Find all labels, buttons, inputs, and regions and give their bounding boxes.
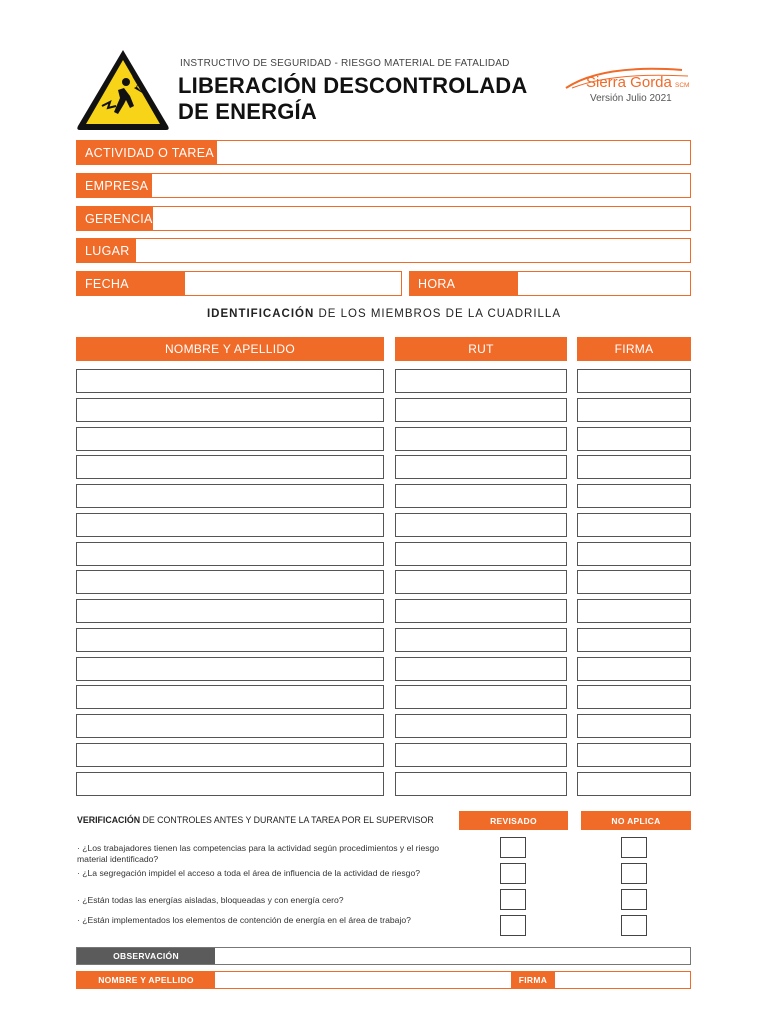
- document-title-line2: DE ENERGÍA: [178, 99, 317, 124]
- company-label: EMPRESA: [77, 174, 152, 197]
- column-header-name: NOMBRE Y APELLIDO: [76, 337, 384, 361]
- management-field[interactable]: [76, 206, 691, 231]
- document-title-line1: LIBERACIÓN DESCONTROLADA: [178, 73, 528, 98]
- crew-signature-cell[interactable]: [577, 657, 691, 681]
- document-subtitle: INSTRUCTIVO DE SEGURIDAD - RIESGO MATERIAL DE FATALIDAD: [180, 58, 510, 69]
- crew-name-cell[interactable]: [76, 685, 384, 709]
- crew-name-cell[interactable]: [76, 513, 384, 537]
- supervisor-signature-label: FIRMA: [511, 972, 555, 988]
- crew-signature-cell[interactable]: [577, 570, 691, 594]
- crew-signature-cell[interactable]: [577, 513, 691, 537]
- crew-rut-cell[interactable]: [395, 513, 567, 537]
- supervisor-field[interactable]: [76, 971, 691, 989]
- reviewed-checkbox-2[interactable]: [500, 863, 526, 884]
- crew-name-cell[interactable]: [76, 369, 384, 393]
- crew-rut-cell[interactable]: [395, 369, 567, 393]
- crew-rut-cell[interactable]: [395, 398, 567, 422]
- crew-name-cell[interactable]: [76, 743, 384, 767]
- crew-rut-cell[interactable]: [395, 657, 567, 681]
- place-label: LUGAR: [77, 239, 136, 262]
- verification-title-bold: VERIFICACIÓN: [77, 815, 141, 825]
- question-3: · ¿Están todas las energías aisladas, bloqueadas y con energía cero?: [77, 895, 344, 905]
- crew-name-cell[interactable]: [76, 570, 384, 594]
- place-field[interactable]: [76, 238, 691, 263]
- crew-signature-cell[interactable]: [577, 369, 691, 393]
- activity-label: ACTIVIDAD O TAREA: [77, 141, 217, 164]
- column-header-signature: FIRMA: [577, 337, 691, 361]
- crew-name-cell[interactable]: [76, 772, 384, 796]
- crew-section-title: [0, 308, 768, 320]
- crew-name-cell[interactable]: [76, 455, 384, 479]
- not-applicable-checkbox-3[interactable]: [621, 889, 647, 910]
- crew-name-cell[interactable]: [76, 542, 384, 566]
- crew-signature-cell[interactable]: [577, 455, 691, 479]
- crew-name-cell[interactable]: [76, 427, 384, 451]
- reviewed-header: REVISADO: [459, 811, 568, 830]
- time-label: HORA: [410, 272, 518, 295]
- crew-signature-cell[interactable]: [577, 542, 691, 566]
- crew-signature-cell[interactable]: [577, 743, 691, 767]
- activity-field[interactable]: [76, 140, 691, 165]
- brand-name: Sierra Gorda: [586, 74, 672, 91]
- warning-electrocution-icon: [74, 46, 172, 132]
- crew-signature-cell[interactable]: [577, 714, 691, 738]
- question-1: · ¿Los trabajadores tienen las competencias para la actividad según procedimientos y el riesgo material identificado?: [77, 843, 440, 864]
- crew-rut-cell[interactable]: [395, 484, 567, 508]
- not-applicable-checkbox-4[interactable]: [621, 915, 647, 936]
- crew-rut-cell[interactable]: [395, 455, 567, 479]
- observation-label: OBSERVACIÓN: [77, 948, 215, 964]
- crew-rut-cell[interactable]: [395, 570, 567, 594]
- reviewed-checkbox-1[interactable]: [500, 837, 526, 858]
- crew-rut-cell[interactable]: [395, 599, 567, 623]
- crew-name-cell[interactable]: [76, 398, 384, 422]
- crew-name-cell[interactable]: [76, 599, 384, 623]
- brand-suffix: SCM: [675, 82, 690, 89]
- crew-rut-cell[interactable]: [395, 772, 567, 796]
- crew-rut-cell[interactable]: [395, 427, 567, 451]
- not-applicable-checkbox-2[interactable]: [621, 863, 647, 884]
- time-field[interactable]: [409, 271, 691, 296]
- crew-name-cell[interactable]: [76, 484, 384, 508]
- crew-name-cell[interactable]: [76, 657, 384, 681]
- version-label: Versión Julio 2021: [590, 93, 672, 104]
- crew-rut-cell[interactable]: [395, 628, 567, 652]
- verification-title: [77, 815, 434, 825]
- crew-rut-cell[interactable]: [395, 685, 567, 709]
- question-4: · ¿Están implementados los elementos de contención de energía en el área de trabajo?: [77, 915, 411, 925]
- reviewed-checkbox-4[interactable]: [500, 915, 526, 936]
- warning-sign: [74, 46, 172, 132]
- brand-logo: [562, 62, 694, 112]
- company-field[interactable]: [76, 173, 691, 198]
- crew-title-bold: IDENTIFICACIÓN: [206, 308, 315, 320]
- crew-rut-cell[interactable]: [395, 714, 567, 738]
- column-header-rut: RUT: [395, 337, 567, 361]
- crew-signature-cell[interactable]: [577, 599, 691, 623]
- crew-name-cell[interactable]: [76, 714, 384, 738]
- crew-rut-cell[interactable]: [395, 743, 567, 767]
- observation-field[interactable]: [76, 947, 691, 965]
- question-2: · ¿La segregación impidel el acceso a toda el área de influencia de la actividad de riesgo?: [77, 868, 421, 878]
- crew-signature-cell[interactable]: [577, 685, 691, 709]
- crew-title-rest: DE LOS MIEMBROS DE LA CUADRILLA: [314, 308, 561, 320]
- crew-rut-cell[interactable]: [395, 542, 567, 566]
- not-applicable-header: NO APLICA: [581, 811, 691, 830]
- management-label: GERENCIA: [77, 207, 153, 230]
- verification-title-rest: DE CONTROLES ANTES Y DURANTE LA TAREA POR EL SUPERVISOR: [140, 815, 434, 825]
- crew-name-cell[interactable]: [76, 628, 384, 652]
- date-field[interactable]: [76, 271, 402, 296]
- crew-signature-cell[interactable]: [577, 427, 691, 451]
- crew-signature-cell[interactable]: [577, 398, 691, 422]
- crew-signature-cell[interactable]: [577, 628, 691, 652]
- date-label: FECHA: [77, 272, 185, 295]
- not-applicable-checkbox-1[interactable]: [621, 837, 647, 858]
- crew-signature-cell[interactable]: [577, 772, 691, 796]
- reviewed-checkbox-3[interactable]: [500, 889, 526, 910]
- crew-signature-cell[interactable]: [577, 484, 691, 508]
- supervisor-name-label: NOMBRE Y APELLIDO: [77, 972, 215, 988]
